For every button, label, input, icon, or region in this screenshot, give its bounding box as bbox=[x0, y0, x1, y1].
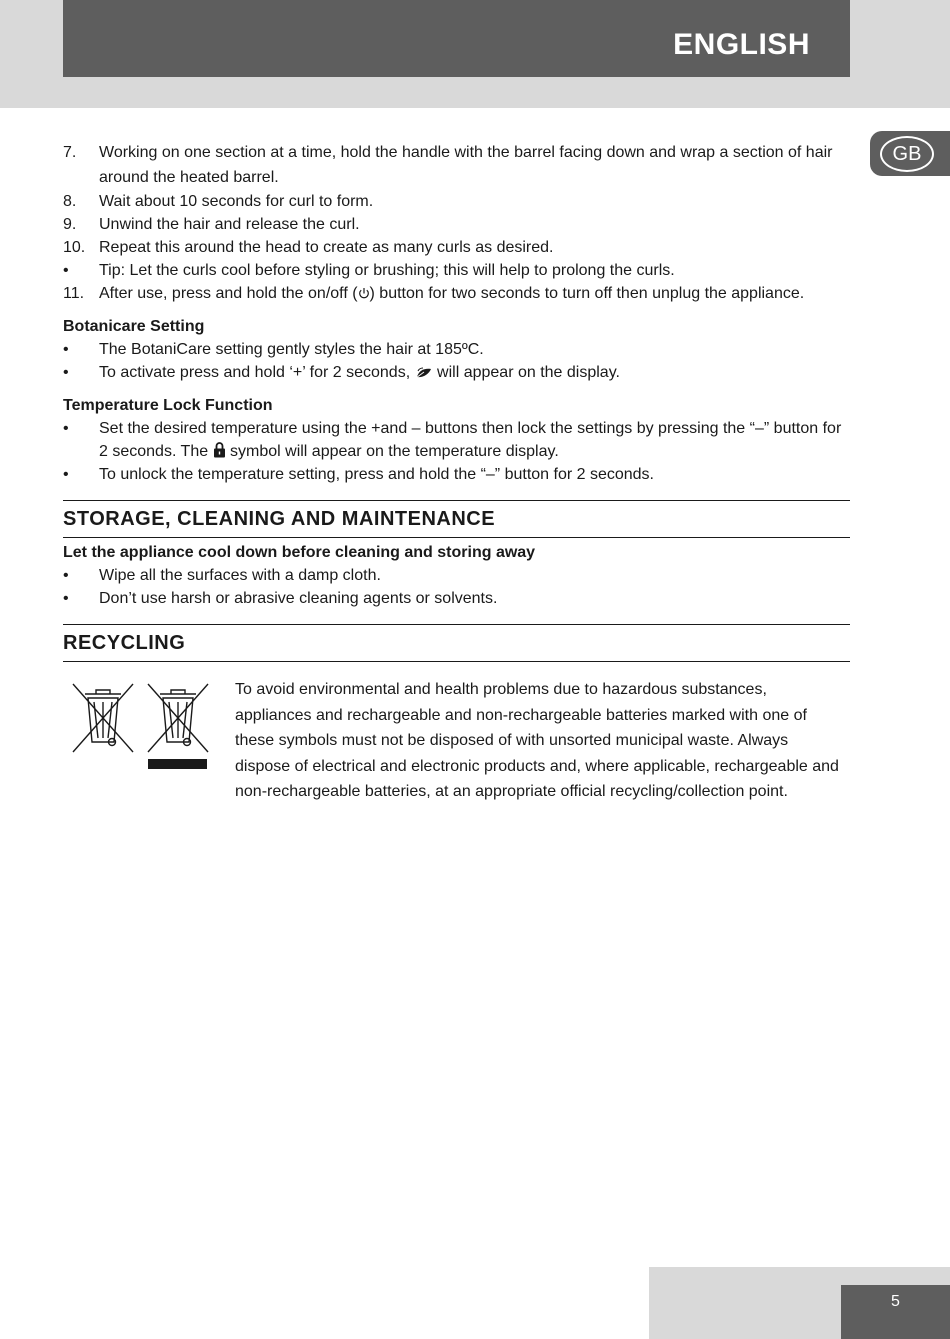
list-text: Don’t use harsh or abrasive cleaning agents or solvents. bbox=[99, 590, 498, 607]
recycling-block bbox=[63, 662, 850, 832]
list-number: 8. bbox=[63, 193, 77, 210]
list-text-e: symbol will appear on the temperature display. bbox=[225, 443, 559, 460]
list-bullet: • bbox=[63, 567, 69, 584]
list-text-b: and bbox=[380, 420, 412, 437]
list-number: 10. bbox=[63, 239, 86, 256]
main-content bbox=[63, 140, 850, 832]
lock-icon bbox=[213, 441, 226, 458]
list-item bbox=[63, 587, 850, 610]
list-item bbox=[63, 236, 850, 259]
recycling-section-title: RECYCLING bbox=[63, 625, 850, 662]
temperature-lock-heading: Temperature Lock Function bbox=[63, 397, 273, 414]
list-text-b: ” button for 2 seconds. bbox=[494, 466, 654, 483]
page-number: 5 bbox=[841, 1285, 950, 1339]
list-item bbox=[63, 259, 850, 282]
list-text: Tip: Let the curls cool before styling or brushing; this will help to prolong the curls. bbox=[99, 262, 675, 279]
list-number: 7. bbox=[63, 144, 77, 161]
botanicare-leaf-icon bbox=[415, 367, 433, 379]
list-text-a: To unlock the temperature setting, press and hold the “ bbox=[99, 466, 486, 483]
recycling-text: To avoid environmental and health problems due to hazardous substances, appliances and rechargeable and non-rechargeable batteries marked with one of these symbols must not be disposed of with unsorted municipal waste. Always dispose of electrical and electronic products and, where applicable, rechargeable and non-rechargeable batteries, at an appropriate official recycling/collection point. bbox=[235, 681, 839, 800]
list-text: The BotaniCare setting gently styles the hair at 185ºC. bbox=[99, 341, 484, 358]
language-tab bbox=[870, 131, 950, 176]
list-bullet: • bbox=[63, 590, 69, 607]
language-tab-label: GB bbox=[880, 136, 934, 172]
plus-symbol: + bbox=[371, 420, 381, 437]
list-item bbox=[63, 190, 850, 213]
minus-symbol: – bbox=[754, 420, 764, 437]
list-bullet: • bbox=[63, 466, 69, 483]
list-item bbox=[63, 361, 850, 384]
list-text: Wipe all the surfaces with a damp cloth. bbox=[99, 567, 381, 584]
list-text: Working on one section at a time, hold the handle with the barrel facing down and wrap a section of hair around the heated barrel. bbox=[99, 144, 833, 186]
list-text-start: To activate press and hold ‘+’ for 2 seconds, bbox=[99, 364, 415, 381]
list-bullet: • bbox=[63, 341, 69, 358]
minus-symbol: – bbox=[485, 466, 495, 483]
list-item bbox=[63, 213, 850, 236]
list-number: 9. bbox=[63, 216, 77, 233]
list-text-c: buttons then lock the settings by pressing the “ bbox=[420, 420, 755, 437]
header-bar bbox=[63, 0, 850, 77]
list-item bbox=[63, 417, 850, 463]
list-text-a: Set the desired temperature using the bbox=[99, 420, 372, 437]
list-text-start: After use, press and hold the on/off ( bbox=[99, 285, 358, 302]
list-text-end: ) button for two seconds to turn off then unplug the appliance. bbox=[369, 285, 805, 302]
list-text-end: will appear on the display. bbox=[432, 364, 620, 381]
crossed-out-wheelie-bin-icon bbox=[69, 680, 219, 774]
list-item bbox=[63, 463, 850, 486]
storage-section-title: STORAGE, CLEANING AND MAINTENANCE bbox=[63, 501, 850, 538]
page-language-title: ENGLISH bbox=[673, 28, 810, 61]
list-item bbox=[63, 282, 850, 305]
list-item bbox=[63, 140, 850, 190]
list-text: Repeat this around the head to create as many curls as desired. bbox=[99, 239, 554, 256]
storage-subheading: Let the appliance cool down before cleaning and storing away bbox=[63, 544, 536, 561]
list-item bbox=[63, 564, 850, 587]
list-bullet: • bbox=[63, 364, 69, 381]
list-bullet: • bbox=[63, 420, 69, 437]
list-item bbox=[63, 338, 850, 361]
power-icon bbox=[358, 287, 370, 300]
botanicare-heading: Botanicare Setting bbox=[63, 318, 205, 335]
list-bullet: • bbox=[63, 262, 69, 279]
list-text-d: ” button for 2 seconds. The bbox=[99, 420, 842, 460]
list-text: Wait about 10 seconds for curl to form. bbox=[99, 193, 374, 210]
list-number: 11. bbox=[63, 285, 85, 302]
list-text: Unwind the hair and release the curl. bbox=[99, 216, 360, 233]
minus-symbol: – bbox=[411, 420, 421, 437]
